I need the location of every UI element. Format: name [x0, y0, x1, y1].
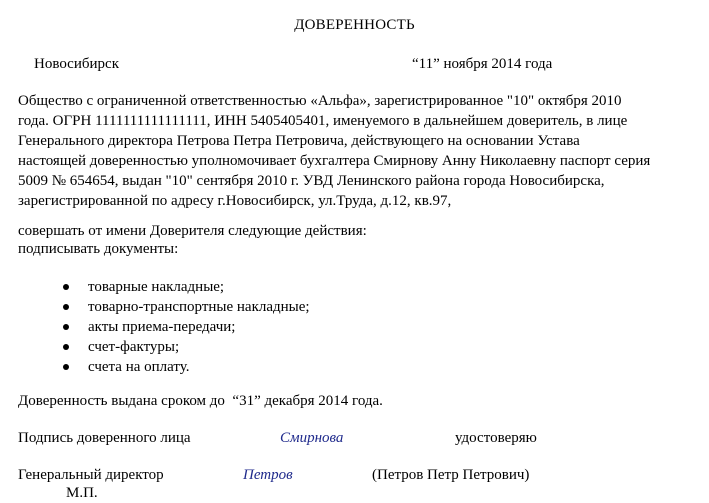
documents-list — [63, 277, 310, 377]
list-item — [63, 357, 310, 377]
body-line: настоящей доверенностью уполномочивает бухгалтера Смирнову Анну Николаевну паспорт серия — [18, 153, 651, 169]
body-line: Генерального директора Петрова Петра Петровича, действующего на основании Устава — [18, 133, 580, 149]
certify-text: удостоверяю — [455, 430, 537, 446]
body-line: 5009 № 654654, выдан "10" сентября 2010 г. УВД Ленинского района города Новосибирска, — [18, 173, 605, 189]
list-item-text: счет-фактуры; — [88, 339, 180, 355]
list-item — [63, 337, 310, 357]
bullet-icon — [63, 364, 69, 370]
body-line: года. ОГРН 1111111111111111, ИНН 5405405401, именуемого в дальнейшем доверитель, в лице — [18, 113, 628, 129]
bullet-icon — [63, 324, 69, 330]
body-line: зарегистрированной по адресу г.Новосибирск, ул.Труда, д.12, кв.97, — [18, 193, 452, 209]
trustee-signature: Смирнова — [280, 430, 344, 446]
bullet-icon — [63, 284, 69, 290]
actions-intro: совершать от имени Доверителя следующие действия: — [18, 223, 367, 239]
list-item — [63, 297, 310, 317]
body-line: Общество с ограниченной ответственностью «Альфа», зарегистрированное "10" октября 2010 — [18, 93, 622, 109]
stamp-place: М.П. — [66, 485, 98, 501]
list-item-text: товарные накладные; — [88, 279, 225, 295]
director-signature: Петров — [243, 467, 293, 483]
list-item-text: акты приема-передачи; — [88, 319, 236, 335]
director-label: Генеральный директор — [18, 467, 164, 483]
document-title: ДОВЕРЕННОСТЬ — [294, 17, 415, 33]
signature-label: Подпись доверенного лица — [18, 430, 191, 446]
body-paragraph — [18, 91, 708, 211]
director-full-name: (Петров Петр Петрович) — [372, 467, 530, 483]
sign-documents-heading: подписывать документы: — [18, 241, 179, 257]
list-item-text: товарно-транспортные накладные; — [88, 299, 310, 315]
document-date: “11” ноября 2014 года — [412, 56, 553, 72]
list-item-text: счета на оплату. — [88, 359, 190, 375]
bullet-icon — [63, 344, 69, 350]
validity-term: Доверенность выдана сроком до “31” декабря 2014 года. — [18, 393, 383, 409]
list-item — [63, 277, 310, 297]
city: Новосибирск — [34, 56, 119, 72]
bullet-icon — [63, 304, 69, 310]
list-item — [63, 317, 310, 337]
